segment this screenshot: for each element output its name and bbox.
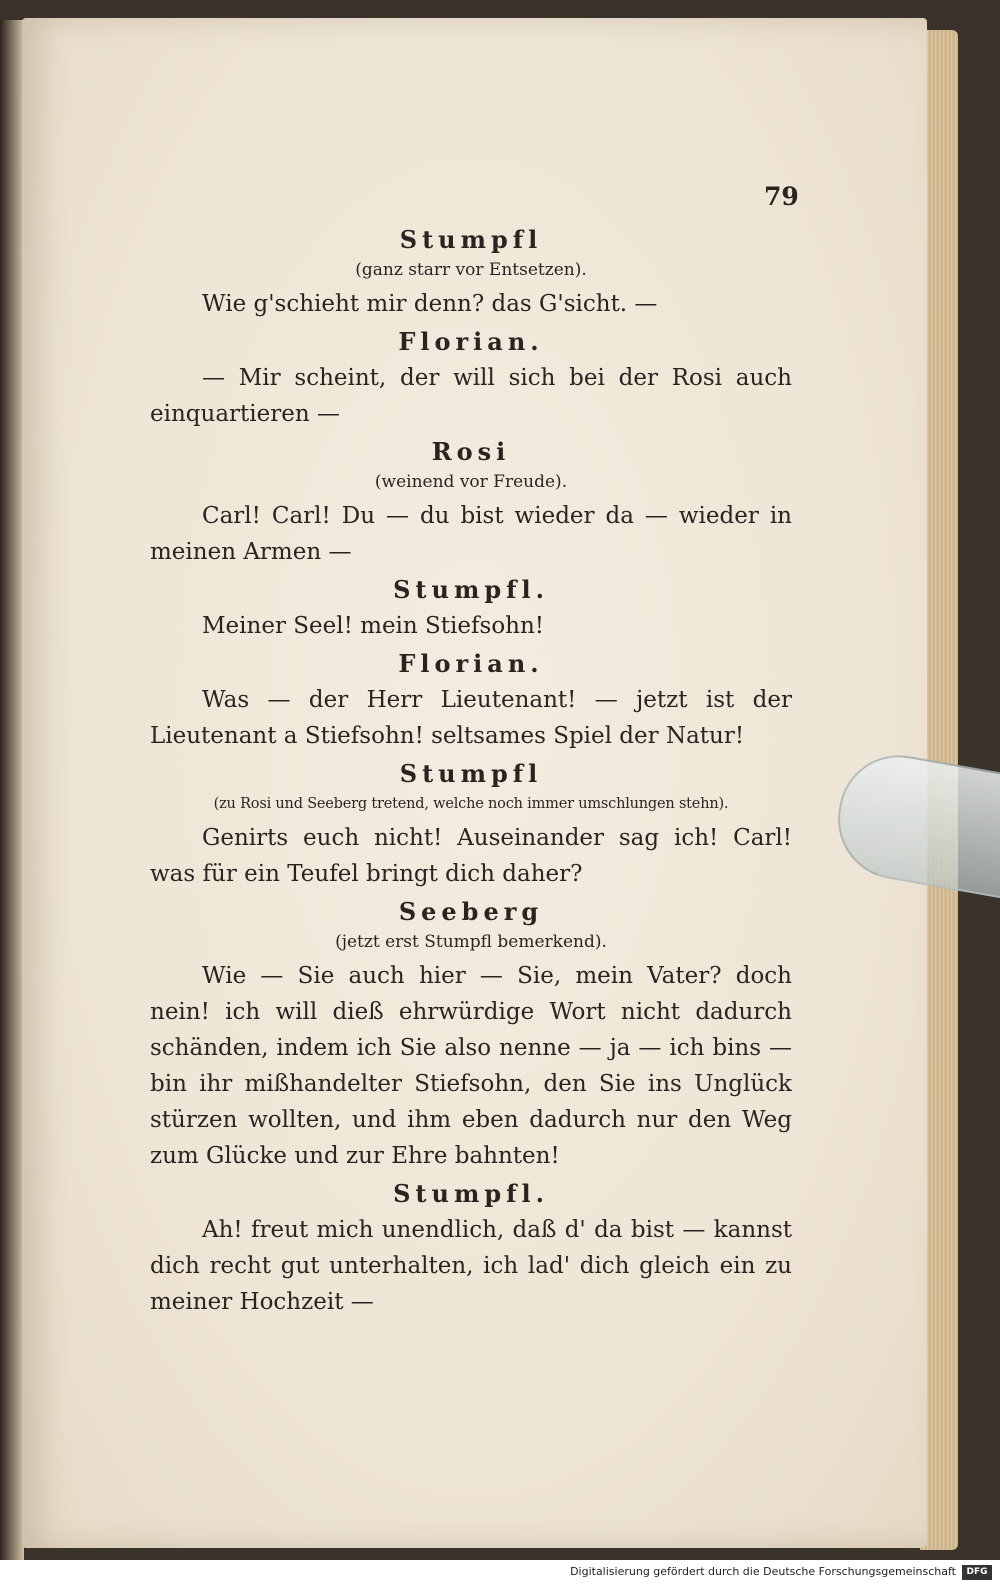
footer-bar <box>0 1560 1000 1586</box>
speaker-name: Seeberg <box>398 897 544 926</box>
dialogue-paragraph: Genirts euch nicht! Auseinander sag ich! Carl! was für ein Teufel bringt dich daher? <box>150 825 792 887</box>
stage-direction: (ganz starr vor Entsetzen). <box>355 260 587 280</box>
dialogue-paragraph: Carl! Carl! Du — du bist wieder da — wieder in meinen Armen — <box>150 503 792 565</box>
dialogue-paragraph: Ah! freut mich unendlich, daß d' da bist — kannst dich recht gut unterhalten, ich lad' dich gleich ein zu meiner Hochzeit — <box>150 1217 792 1315</box>
speaker-name: Rosi <box>431 437 511 466</box>
page-number: 79 <box>764 182 799 211</box>
speaker-name: Stumpfl <box>399 759 543 788</box>
speaker-name: Stumpfl. <box>393 1179 549 1208</box>
dialogue-paragraph: Was — der Herr Lieutenant! — jetzt ist der Lieutenant a Stiefsohn! seltsames Spiel der Natur! <box>150 687 792 749</box>
stage-direction: (zu Rosi und Seeberg tretend, welche noch immer umschlungen stehn). <box>213 796 729 812</box>
speaker-name: Stumpfl. <box>393 575 549 604</box>
funding-notice: Digitalisierung gefördert durch die Deutsche Forschungsgemeinschaft <box>570 1565 956 1578</box>
dialogue-paragraph: Wie g'schieht mir denn? das G'sicht. — <box>202 291 658 317</box>
stage-direction: (weinend vor Freude). <box>374 472 568 492</box>
stage-direction: (jetzt erst Stumpfl bemerkend). <box>335 932 607 952</box>
dialogue-paragraph: Wie — Sie auch hier — Sie, mein Vater? doch nein! ich will dieß ehrwürdige Wort nicht dadurch schänden, indem ich Sie also nenne — ja — ich bins — bin ihr mißhandelter Stiefsohn, den Sie ins Unglück stürzen wollten, und ihm eben dadurch nur den Weg zum Glücke und zur Ehre bahnten! <box>150 963 792 1169</box>
dialogue-paragraph: Meiner Seel! mein Stiefsohn! <box>202 613 545 639</box>
book-left-edge <box>0 20 24 1560</box>
speaker-name: Stumpfl <box>399 225 543 254</box>
speaker-name: Florian. <box>398 649 544 678</box>
page-text <box>150 222 792 1322</box>
speaker-name: Florian. <box>398 327 544 356</box>
dialogue-paragraph: — Mir scheint, der will sich bei der Rosi auch einquartieren — <box>150 365 792 427</box>
dfg-logo: DFG <box>962 1565 992 1580</box>
